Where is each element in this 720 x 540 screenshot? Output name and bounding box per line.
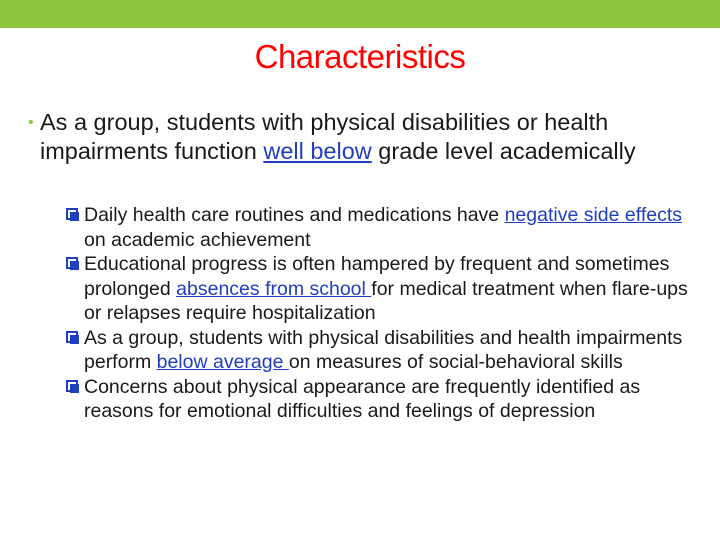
main-bullet [28,108,688,166]
round-bullet-icon: • [28,114,34,131]
hollow-square-bullet-icon [66,208,79,221]
sub-bullet-text-before: Daily health care routines and medications have [84,204,505,226]
main-bullet-link[interactable]: well below [263,138,372,164]
hollow-square-bullet-icon [66,257,79,270]
hollow-square-bullet-icon [66,331,79,344]
sub-bullet-link[interactable]: below average [156,351,289,373]
sub-bullet-item [66,203,706,252]
sub-bullet-item [66,252,706,326]
sub-bullet-text-after: for medical treatment when flare-ups or relapses require hospitalization [84,277,688,324]
sub-bullet-text-before: As a group, students with physical disabilities and health impairments perform [84,326,683,373]
sub-bullet-item [66,375,706,424]
sub-bullet-link[interactable]: negative side effects [504,204,683,226]
sub-bullet-text-before: Educational progress is often hampered by frequent and sometimes prolonged [84,253,670,300]
main-bullet-text-before: As a group, students with physical disabilities or health impairments function [40,109,609,164]
sub-bullet-list [66,203,706,424]
hollow-square-bullet-icon [66,380,79,393]
sub-bullet-link[interactable]: absences from school [176,277,372,300]
sub-bullet-item [66,326,706,375]
top-accent-bar [0,0,720,28]
slide-title: Characteristics [254,38,466,75]
sub-bullet-text-after: on academic achievement [84,228,311,251]
sub-bullet-text-after: on measures of social-behavioral skills [288,351,623,373]
sub-bullet-text-before: Concerns about physical appearance are frequently identified as reasons for emotional difficulties and feelings of depression [84,375,641,422]
main-bullet-text-after: grade level academically [371,138,636,164]
